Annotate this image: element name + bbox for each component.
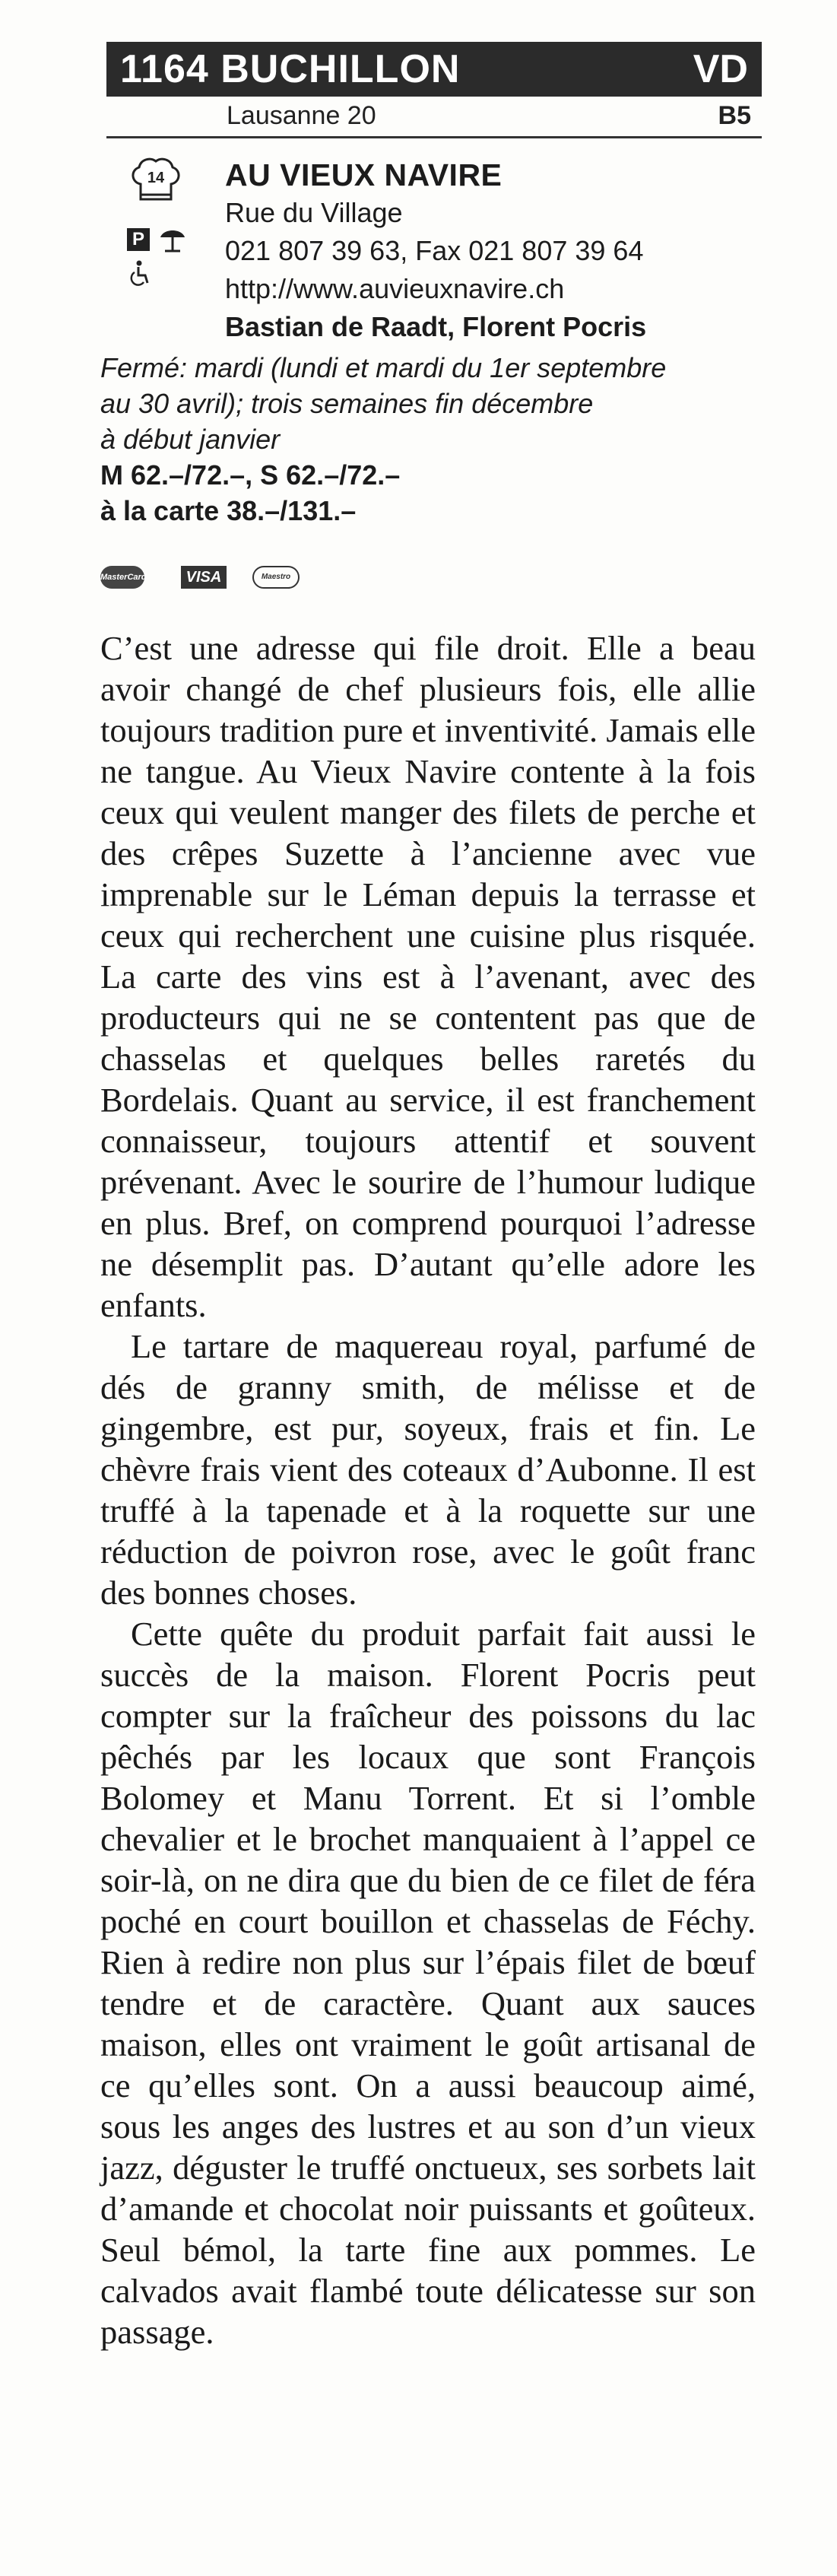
locality-title: 1164 BUCHILLON — [120, 47, 461, 91]
canton-code: VD — [693, 47, 748, 91]
accepted-cards — [100, 563, 328, 593]
closing-line-1: Fermé: mardi (lundi et mardi du 1er septembre — [100, 352, 667, 383]
parking-icon: P — [127, 228, 150, 251]
closing-line-3: à début janvier — [100, 424, 281, 455]
visa-icon: VISA — [181, 566, 227, 589]
menu-prices: M 62.–/72.–, S 62.–/72.– — [100, 459, 401, 491]
wheelchair-access-icon — [128, 260, 151, 287]
rating-points: 14 — [147, 170, 165, 186]
locality-header — [106, 42, 762, 97]
terrace-umbrella-icon — [157, 225, 188, 254]
restaurant-phone-fax: 021 807 39 63, Fax 021 807 39 64 — [225, 235, 644, 266]
restaurant-details — [100, 350, 754, 529]
restaurant-website[interactable]: http://www.auvieuxnavire.ch — [225, 273, 565, 304]
closing-line-2: au 30 avril); trois semaines fin décembre — [100, 388, 594, 419]
locality-subheader — [106, 97, 762, 138]
distance-info: Lausanne 20 — [227, 101, 376, 130]
restaurant-address: Rue du Village — [225, 197, 403, 228]
restaurant-info — [225, 156, 772, 346]
maestro-icon: Maestro — [252, 566, 300, 589]
symbols-column — [118, 152, 209, 319]
toque-rating-icon — [125, 152, 186, 213]
review-text — [100, 627, 756, 2352]
a-la-carte-prices: à la carte 38.–/131.– — [100, 495, 357, 526]
review-paragraph-2: Le tartare de maquereau royal, parfumé de dés de granny smith, de mélisse et de gingembre, est pur, soyeux, frais et fin. Le chèvre frais vient des coteaux d’Aubonne. Il est truffé à la tapenade et à la roquette sur une réduction de poivron rose, avec le goût franc des bonnes choses. — [100, 1327, 756, 1612]
review-paragraph-1: C’est une adresse qui file droit. Elle a beau avoir changé de chef plusieurs fois, elle allie toujours tradition pure et inventivité. Jamais elle ne tangue. Au Vieux Navire contente à la fois ceux qui veulent manger des filets de perche et des crêpes Suzette à l’ancienne avec vue imprenable sur le Léman depuis la terrasse et ceux qui recherchent une cuisine plus risquée. La carte des vins est à l’avenant, avec des producteurs qui ne se contentent pas que de chasselas et quelques belles raretés du Bordelais. Quant au service, il est franchement connaisseur, toujours attentif et souvent prévenant. Avec le sourire de l’humour ludique en plus. Bref, on comprend pourquoi l’adresse ne désemplit pas. D’autant qu’elle adore les enfants. — [100, 629, 756, 1324]
map-reference: B5 — [718, 101, 751, 130]
restaurant-owners: Bastian de Raadt, Florent Pocris — [225, 311, 647, 342]
restaurant-name: AU VIEUX NAVIRE — [225, 157, 503, 192]
mastercard-icon: MasterCard — [100, 566, 144, 589]
review-paragraph-3: Cette quête du produit parfait fait aussi le succès de la maison. Florent Pocris peut compter sur la fraîcheur des poissons du lac pêchés par les locaux que sont François Bolomey et Manu Torrent. Et si l’omble chevalier et le brochet manquaient à l’appel ce soir-là, on ne dira que du bien de ce filet de féra poché en court bouillon et chasselas de Féchy. Rien à redire non plus sur l’épais filet de bœuf tendre et de caractère. Quant aux sauces maison, elles ont vraiment le goût artisanal de ce qu’elles sont. On a aussi beaucoup aimé, sous les anges des lustres et au son d’un vieux jazz, déguster le truffé onctueux, ses sorbets lait d’amande et chocolat noir puissants et goûteux. Seul bémol, la tarte fine aux pommes. Le calvados avait flambé toute délicatesse sur son passage. — [100, 1615, 756, 2351]
